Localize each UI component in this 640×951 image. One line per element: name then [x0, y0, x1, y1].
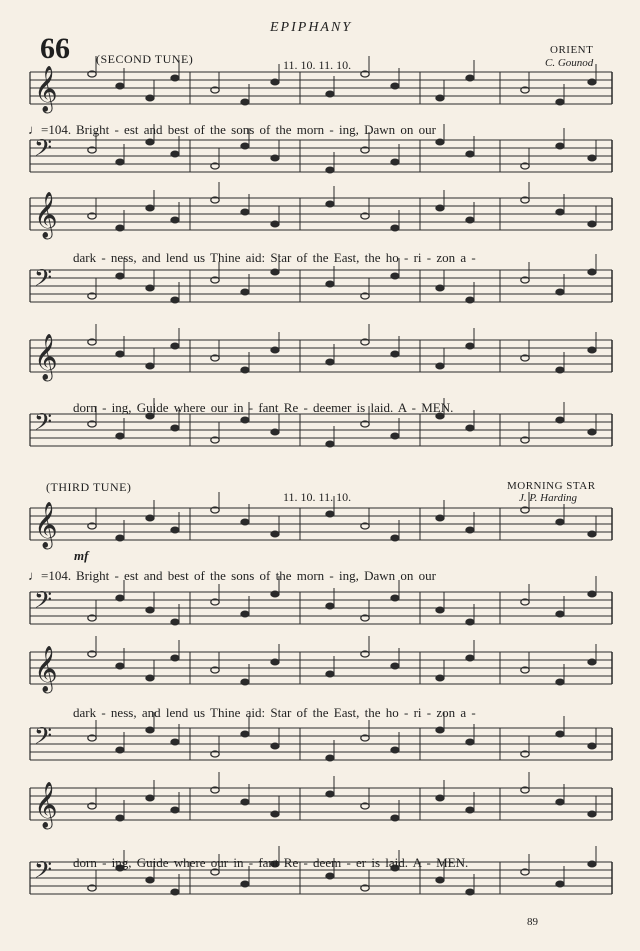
note-head	[466, 889, 474, 895]
treble-clef-icon: 𝄞	[34, 66, 58, 112]
tune-label-second: (SECOND TUNE)	[96, 52, 194, 66]
tune-name-orient: ORIENT	[550, 44, 594, 56]
note-head	[171, 889, 179, 895]
note-head	[241, 289, 249, 295]
note-head	[241, 99, 249, 105]
note-head	[271, 743, 279, 749]
note-head	[241, 679, 249, 685]
note-head	[326, 511, 334, 517]
tempo-third: ♩=104.	[28, 568, 72, 583]
note-head	[116, 535, 124, 541]
tempo-second: ♩=104.	[28, 122, 72, 137]
note-head	[436, 363, 444, 369]
dynamic-mf: mf	[74, 548, 89, 563]
bass-clef-icon: 𝄢	[34, 134, 53, 167]
note-head	[588, 743, 596, 749]
note-head	[241, 799, 249, 805]
note-head	[146, 515, 154, 521]
note-head	[556, 417, 564, 423]
note-head	[241, 881, 249, 887]
note-head	[436, 515, 444, 521]
note-head	[271, 429, 279, 435]
note-head	[588, 591, 596, 597]
note-head	[271, 269, 279, 275]
note-head	[436, 675, 444, 681]
note-head	[391, 595, 399, 601]
note-head	[116, 83, 124, 89]
note-head	[436, 727, 444, 733]
note-head	[466, 527, 474, 533]
note-head	[116, 747, 124, 753]
note-head	[588, 861, 596, 867]
note-head	[171, 151, 179, 157]
quarter-note-icon: ♩	[28, 122, 41, 137]
note-head	[588, 429, 596, 435]
note-head	[146, 139, 154, 145]
note-head	[241, 417, 249, 423]
note-head	[436, 285, 444, 291]
note-head	[146, 675, 154, 681]
meter-third: 11. 10. 11. 10.	[283, 490, 352, 504]
note-head	[391, 159, 399, 165]
note-head	[391, 273, 399, 279]
note-head	[171, 297, 179, 303]
lyric-line: dorn - ing, Guide where our in - fant Re - deem - er is laid. A - MEN.	[73, 855, 469, 870]
treble-clef-icon: 𝄞	[34, 334, 58, 380]
note-head	[326, 167, 334, 173]
note-head	[271, 811, 279, 817]
page-number: 89	[527, 916, 538, 928]
note-head	[116, 663, 124, 669]
note-head	[146, 727, 154, 733]
note-head	[146, 363, 154, 369]
bass-clef-icon: 𝄢	[34, 722, 53, 755]
staff	[30, 140, 612, 172]
note-head	[241, 519, 249, 525]
quarter-note-icon: ♩	[28, 568, 41, 583]
note-head	[588, 269, 596, 275]
note-head	[271, 155, 279, 161]
note-head	[171, 217, 179, 223]
note-head	[391, 225, 399, 231]
note-head	[241, 143, 249, 149]
note-head	[326, 603, 334, 609]
note-head	[436, 205, 444, 211]
note-head	[588, 531, 596, 537]
note-head	[326, 791, 334, 797]
note-head	[171, 739, 179, 745]
note-head	[391, 83, 399, 89]
note-head	[146, 285, 154, 291]
note-head	[466, 739, 474, 745]
tune-name-morning-star: MORNING STAR	[507, 480, 596, 492]
note-head	[556, 209, 564, 215]
note-head	[588, 659, 596, 665]
note-head	[171, 527, 179, 533]
note-head	[391, 535, 399, 541]
lyric-line: dark - ness, and lend us Thine aid: Star of the East, the ho - ri - zon a -	[73, 705, 476, 720]
treble-clef-icon: 𝄞	[34, 502, 58, 548]
note-head	[171, 655, 179, 661]
lyric-line: Bright - est and best of the sons of the morn - ing, Dawn on our	[76, 568, 437, 583]
hymn-number: 66	[40, 32, 70, 65]
lyric-line: dark - ness, and lend us Thine aid: Star of the East, the ho - ri - zon a -	[73, 250, 476, 265]
note-head	[391, 351, 399, 357]
note-head	[436, 607, 444, 613]
note-head	[391, 663, 399, 669]
composer-harding: J. P. Harding	[519, 492, 578, 504]
note-head	[588, 155, 596, 161]
note-head	[271, 221, 279, 227]
note-head	[436, 95, 444, 101]
note-head	[556, 611, 564, 617]
note-head	[556, 367, 564, 373]
note-head	[326, 201, 334, 207]
note-head	[271, 531, 279, 537]
note-head	[326, 359, 334, 365]
note-head	[466, 75, 474, 81]
note-head	[146, 95, 154, 101]
note-head	[588, 221, 596, 227]
note-head	[466, 151, 474, 157]
bass-clef-icon: 𝄢	[34, 408, 53, 441]
staff	[30, 728, 612, 760]
lyric-line: dorn - ing, Guide where our in - fant Re - deemer is laid. A - MEN.	[73, 400, 454, 415]
note-head	[171, 619, 179, 625]
note-head	[116, 225, 124, 231]
note-head	[588, 811, 596, 817]
composer-gounod: C. Gounod	[545, 57, 594, 69]
note-head	[588, 347, 596, 353]
note-head	[116, 595, 124, 601]
note-head	[466, 425, 474, 431]
note-head	[556, 99, 564, 105]
note-head	[146, 877, 154, 883]
treble-clef-icon: 𝄞	[34, 782, 58, 828]
bass-clef-icon: 𝄢	[34, 586, 53, 619]
note-head	[556, 679, 564, 685]
note-head	[271, 347, 279, 353]
note-head	[436, 139, 444, 145]
note-head	[146, 607, 154, 613]
note-head	[171, 75, 179, 81]
note-head	[326, 671, 334, 677]
note-head	[556, 881, 564, 887]
note-head	[466, 619, 474, 625]
note-head	[556, 519, 564, 525]
note-head	[556, 143, 564, 149]
note-head	[556, 289, 564, 295]
note-head	[466, 343, 474, 349]
note-head	[116, 815, 124, 821]
note-head	[588, 79, 596, 85]
note-head	[326, 91, 334, 97]
note-head	[391, 815, 399, 821]
lyric-line: Bright - est and best of the sons of the morn - ing, Dawn on our	[76, 122, 437, 137]
staff	[30, 414, 612, 446]
note-head	[171, 343, 179, 349]
note-head	[146, 205, 154, 211]
note-head	[391, 433, 399, 439]
note-head	[466, 655, 474, 661]
note-head	[271, 659, 279, 665]
note-head	[391, 747, 399, 753]
note-head	[556, 731, 564, 737]
section-title: EPIPHANY	[270, 20, 353, 35]
note-head	[146, 795, 154, 801]
note-head	[116, 273, 124, 279]
note-head	[326, 441, 334, 447]
note-head	[116, 159, 124, 165]
note-head	[271, 591, 279, 597]
meter-second: 11. 10. 11. 10.	[283, 58, 352, 72]
note-head	[466, 807, 474, 813]
treble-clef-icon: 𝄞	[34, 646, 58, 692]
note-head	[436, 877, 444, 883]
note-head	[436, 795, 444, 801]
note-head	[171, 807, 179, 813]
note-head	[326, 755, 334, 761]
bass-clef-icon: 𝄢	[34, 264, 53, 297]
treble-clef-icon: 𝄞	[34, 192, 58, 238]
note-head	[116, 351, 124, 357]
tune-label-third: (THIRD TUNE)	[46, 480, 132, 494]
note-head	[241, 367, 249, 373]
note-head	[241, 611, 249, 617]
note-head	[241, 731, 249, 737]
bass-clef-icon: 𝄢	[34, 856, 53, 889]
note-head	[271, 79, 279, 85]
note-head	[326, 873, 334, 879]
note-head	[326, 281, 334, 287]
note-head	[171, 425, 179, 431]
note-head	[466, 217, 474, 223]
note-head	[466, 297, 474, 303]
note-head	[241, 209, 249, 215]
note-head	[556, 799, 564, 805]
note-head	[116, 433, 124, 439]
